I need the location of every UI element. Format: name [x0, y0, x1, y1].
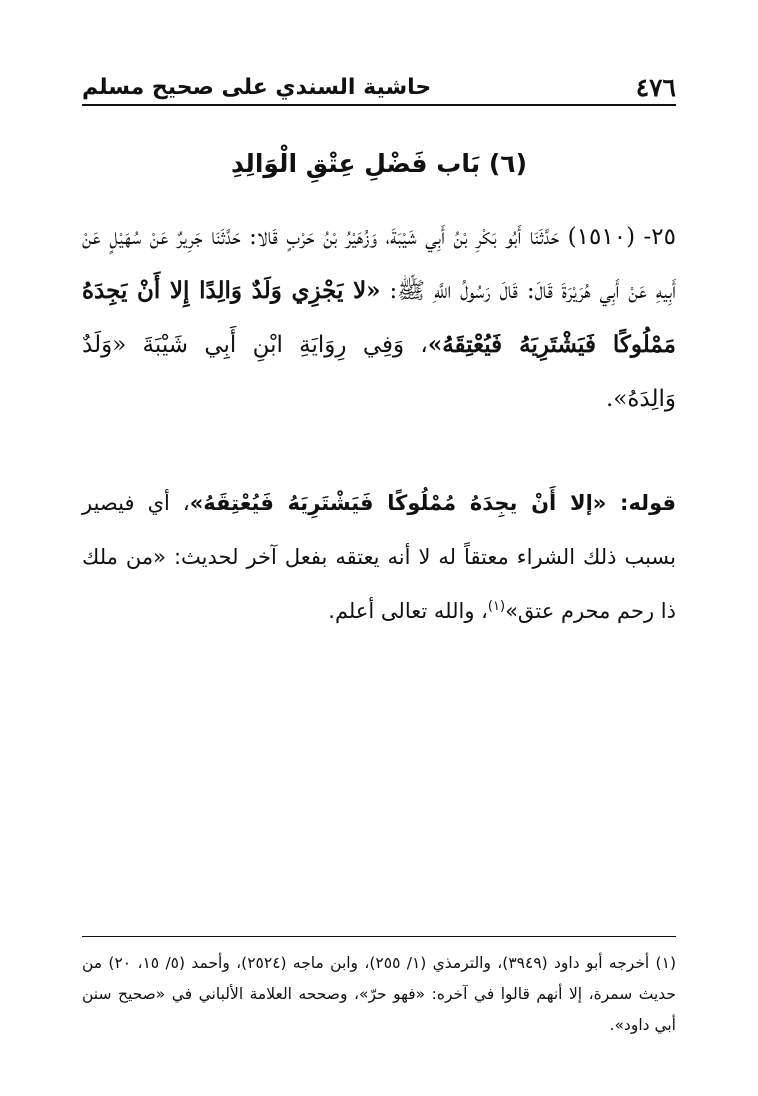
- footnote-divider: [82, 936, 676, 937]
- book-title: حاشية السندي على صحيح مسلم: [82, 75, 432, 100]
- commentary-text: [82, 476, 676, 638]
- running-header: [82, 68, 676, 106]
- hadith-variant: ، وَفِي رِوَايَةِ ابْنِ أَبِي شَيْبَةَ «وَلَدٌ وَالِدَهُ».: [82, 332, 676, 412]
- footnote-reference: (١): [487, 599, 506, 614]
- commentary-body: ، أي فيصير بسبب ذلك الشراء معتقاً له لا أنه يعتقه بفعل آخر لحديث: «من ملك ذا رحم محرم عتق»: [82, 491, 676, 623]
- hadith-isnad: ٢٥- (١٥١٠) حَدَّثَنَا أَبُو بَكْرِ بْنُ أَبِي شَيْبَةَ، وَزُهَيْرُ بْنُ حَرْبٍ قَالا: حَدَّثَنَا جَرِيرٌ عَنْ سُهَيْلٍ عَنْ أَبِيهِ عَنْ أَبِي هُرَيْرَةَ قَالَ: قَالَ رَسُولُ اللَّهِ ﷺ:: [82, 224, 677, 304]
- commentary-lead: قوله: «إلا أَنْ يجِدَهُ مُمْلُوكًا فَيَشْتَرِيَهُ فَيُعْتِقَهُ»: [189, 491, 676, 515]
- footnote-1: (١) أخرجه أبو داود (٣٩٤٩)، والترمذي (١/ ٢٥٥)، وابن ماجه (٢٥٢٤)، وأحمد (٥/ ١٥، ٢٠) من حديث سمرة، إلا أنهم قالوا في آخره: «فهو حرّ»، وصححه العلامة الألباني في «صحيح سنن أبي داود».: [82, 954, 676, 1034]
- hadith-matn: «لا يَجْزِي وَلَدٌ وَالِدًا إِلا أَنْ يَجِدَهُ مَمْلُوكًا فَيَشْتَرِيَهُ فَيُعْتِقَهُ»: [82, 277, 676, 358]
- hadith-text: [82, 210, 676, 426]
- commentary-closing: ، والله تعالى أعلم.: [328, 599, 488, 623]
- page-number: ٤٧٦: [635, 73, 676, 102]
- footnotes: [82, 948, 676, 1041]
- chapter-heading: (٦) بَاب فَضْلِ عِتْقِ الْوَالِدِ: [230, 149, 527, 178]
